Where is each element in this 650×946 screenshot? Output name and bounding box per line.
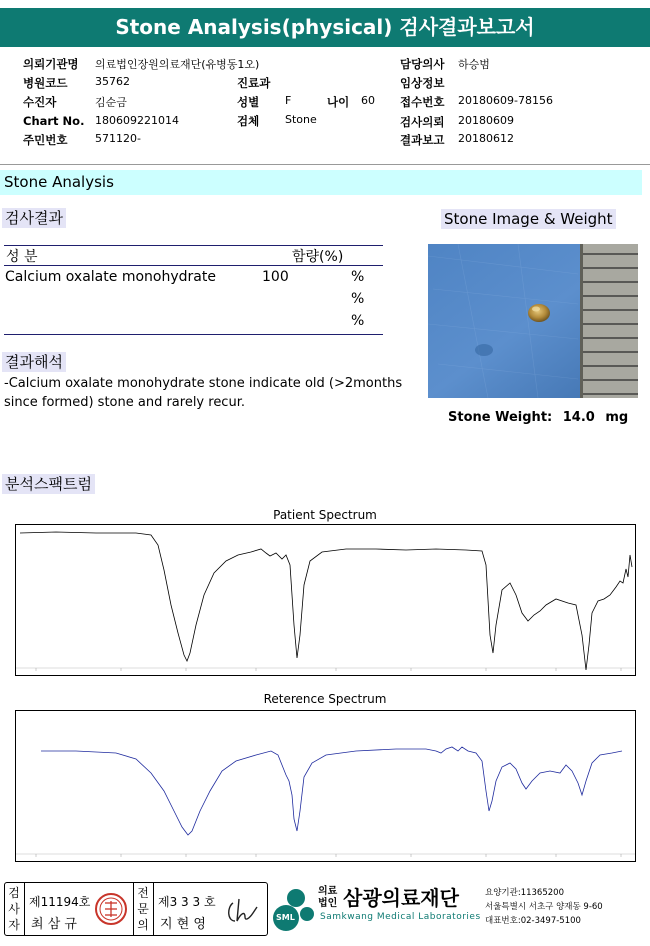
contact-code: 요양기관:11365200	[485, 888, 564, 898]
stone-weight-value: 14.0	[562, 410, 595, 425]
reference-spectrum-line	[41, 747, 622, 835]
contact-address: 서울특별시 서초구 양재동 9-60	[485, 902, 603, 912]
doctor-number: 제3 3 3 호	[158, 895, 216, 909]
info-key: 성별	[237, 95, 260, 109]
info-value: 20180609	[458, 114, 514, 127]
tester-name: 최 삼 규	[31, 917, 77, 932]
info-key: 임상정보	[400, 76, 445, 90]
contact-phone: 대표번호:02-3497-5100	[485, 916, 581, 926]
component-name: Calcium oxalate monohydrate	[5, 269, 216, 285]
info-value: 35762	[95, 75, 130, 88]
table-rule	[4, 334, 383, 335]
info-key: 검체	[237, 114, 260, 128]
report-footer	[0, 878, 650, 940]
column-header-amount: 함량(%)	[292, 249, 344, 265]
info-key: 수진자	[23, 95, 57, 109]
section-title-interpretation: 결과해석	[2, 352, 66, 372]
info-value: F	[285, 94, 292, 107]
stone-weight-label: Stone Weight:	[448, 410, 553, 425]
report-title-bar: Stone Analysis(physical) 검사결과보고서	[0, 8, 650, 47]
info-key: 결과보고	[400, 133, 445, 147]
signature-box	[4, 882, 268, 936]
info-key: 담당의사	[400, 57, 445, 71]
component-unit: %	[351, 269, 365, 285]
tester-label: 검사자	[8, 886, 20, 932]
stone-photo	[428, 244, 638, 398]
tester-number: 제11194호	[29, 895, 91, 909]
section-title-spectrum: 분석스팩트럼	[2, 474, 95, 494]
component-unit: %	[351, 291, 365, 307]
reference-spectrum-plot	[15, 710, 636, 862]
stone-weight	[448, 410, 628, 425]
info-value: Stone	[285, 113, 317, 126]
section-header-stone-analysis: Stone Analysis	[0, 170, 642, 195]
info-key: 나이	[327, 95, 350, 109]
info-key: 검사의뢰	[400, 115, 445, 129]
brand-english: Samkwang Medical Laboratories	[320, 912, 481, 922]
sml-logo	[272, 884, 316, 934]
info-value: 하승범	[458, 58, 490, 71]
info-value: 김순금	[95, 96, 127, 109]
stone-weight-unit: mg	[605, 410, 629, 425]
info-value: 571120-	[95, 132, 141, 145]
column-header-component: 성 분	[6, 249, 38, 265]
info-key: 주민번호	[23, 133, 68, 147]
component-amount: 100	[262, 269, 289, 285]
patient-spectrum-title: Patient Spectrum	[273, 508, 377, 522]
info-key: 접수번호	[400, 95, 445, 109]
component-unit: %	[351, 313, 365, 329]
interpretation-text: -Calcium oxalate monohydrate stone indicate old (>2months since formed) stone and rarely recur.	[4, 376, 403, 410]
info-value: 20180612	[458, 132, 514, 145]
brand-prefix-1: 의료	[318, 886, 338, 897]
info-value: 60	[361, 94, 375, 107]
patient-spectrum-plot	[15, 524, 636, 676]
doctor-signature	[223, 895, 263, 927]
info-key: 병원코드	[23, 76, 68, 90]
info-value: 의료법인장원의료재단(유병동1오)	[95, 58, 260, 71]
logo-text: SML	[276, 913, 295, 922]
doctor-label: 전문의	[137, 886, 149, 932]
brand-name: 삼광의료재단	[343, 886, 459, 910]
info-key: 의뢰기관명	[23, 57, 79, 71]
reference-spectrum-title: Reterence Spectrum	[263, 692, 387, 706]
section-title-image-weight: Stone Image & Weight	[441, 209, 616, 229]
divider	[0, 164, 650, 165]
info-key: 진료과	[237, 76, 271, 90]
patient-spectrum-line	[20, 532, 632, 670]
table-rule	[4, 265, 383, 266]
info-key: Chart No.	[23, 114, 85, 128]
contact-info	[485, 886, 603, 928]
info-value: 180609221014	[95, 114, 179, 127]
info-value: 20180609-78156	[458, 94, 553, 107]
divider	[153, 883, 154, 935]
tester-seal	[94, 892, 128, 926]
brand-prefix-2: 법인	[318, 898, 338, 909]
doctor-name: 지 현 영	[160, 917, 206, 932]
brand-prefix	[318, 886, 337, 910]
patient-info	[0, 56, 650, 164]
section-title-result: 검사결과	[2, 208, 66, 228]
divider	[24, 883, 25, 935]
